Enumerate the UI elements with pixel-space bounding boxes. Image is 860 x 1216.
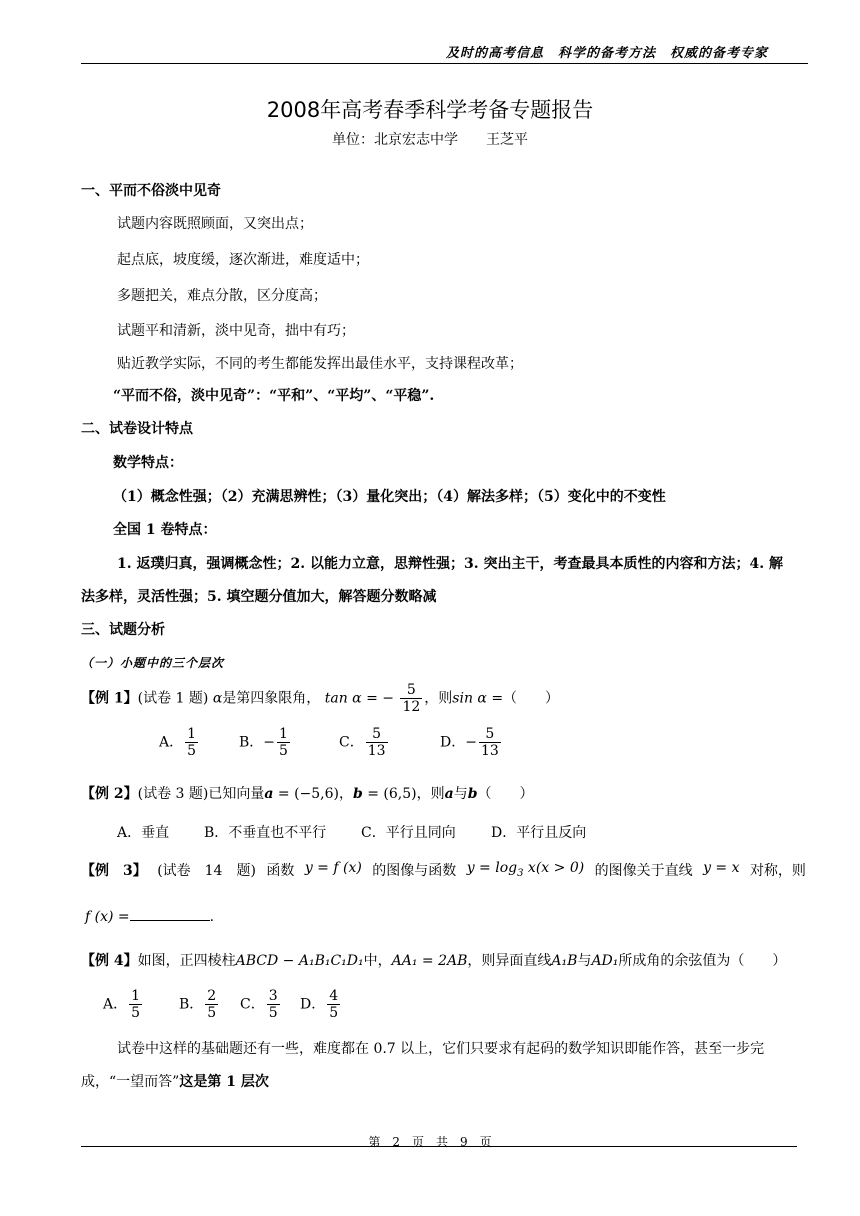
edge-equation: AA₁ = 2AB	[391, 953, 468, 969]
example-1-option-a: A． $\frac{1}{5}$	[159, 726, 197, 760]
line-ad1: AD₁	[591, 953, 619, 969]
example-4-text-3: ，则异面直线	[467, 953, 552, 969]
example-1-option-b: B．− $\frac{1}{5}$	[239, 726, 288, 760]
example-4-text-5: 所成角的余弦值为（ ）	[618, 953, 787, 969]
example-4-text-4: 与	[577, 953, 592, 969]
example-3-text-1: 函数	[266, 863, 295, 879]
example-4-option-c: C． $\frac{3}{5}$	[240, 988, 278, 1022]
example-1-text: 是第四象限角，	[222, 690, 321, 707]
example-1-sin: sin α =	[452, 690, 504, 707]
section1-line-2: 起点底，坡度缓，逐次渐进，难度适中；	[117, 252, 369, 268]
example-4-option-d: D． $\frac{4}{5}$	[300, 988, 339, 1022]
section1-line-1: 试题内容既照顾面，又突出点；	[117, 216, 313, 232]
example-1-option-c: C． $\frac{5}{13}$	[339, 726, 386, 760]
example-3-tag: 【例 3】	[81, 863, 147, 879]
closing-line-1: 试卷中这样的基础题还有一些，难度都在 0.7 以上，它们只要求有起码的数学知识即能作答，甚至一步完	[117, 1041, 765, 1057]
subsection-heading: （一）小题中的三个层次	[81, 656, 225, 670]
example-3-text-2: 的图像与函数	[372, 863, 457, 879]
prism: ABCD − A₁B₁C₁D₁	[235, 953, 364, 969]
function-log: $y = \log_3 x(x > 0)$	[466, 860, 585, 879]
example-2-paren: （ ）	[477, 786, 534, 802]
example-2	[81, 783, 534, 803]
example-2-text: 已知向量	[208, 786, 265, 802]
example-2-and: 与	[453, 786, 468, 802]
example-1-fraction: $\frac{5}{12}$	[402, 682, 421, 716]
example-1-tag: 【例 1】	[81, 690, 138, 707]
national-features-label: 全国 1 卷特点：	[113, 522, 217, 538]
example-2-option-c: C．平行且同向	[361, 825, 456, 841]
example-2-option-b: B．不垂直也不平行	[204, 825, 327, 841]
example-3	[81, 860, 806, 880]
example-3-answer: f (x) = .	[85, 906, 214, 925]
answer-lhs: f (x) =	[85, 909, 130, 925]
section1-line-3: 多题把关，难点分散，区分度高；	[117, 288, 327, 304]
vector-a: a	[264, 786, 274, 802]
example-3-text-4: 对称，则	[749, 863, 806, 879]
vector-b-value: = (6,5)，则	[362, 786, 445, 802]
example-1-source: (试卷 1 题)	[137, 690, 209, 707]
vector-b: b	[353, 786, 363, 802]
line-a1b: A₁B	[551, 953, 578, 969]
section1-line-4: 试题平和清新，淡中见奇，拙中有巧；	[117, 323, 355, 339]
example-1-paren: （ ）	[503, 690, 560, 707]
section2-heading: 二、试卷设计特点	[81, 421, 193, 437]
math-features-points: （1）概念性强；（2）充满思辨性；（3）量化突出；（4）解法多样；（5）变化中的不变性	[113, 489, 666, 505]
example-3-text-3: 的图像关于直线	[594, 863, 693, 879]
example-1-then: ，则	[424, 690, 453, 707]
national-features-line-2: 法多样，灵活性强；5. 填空题分值加大，解答题分数略减	[81, 589, 437, 605]
section1-line-5: 贴近教学实际，不同的考生都能发挥出最佳水平，支持课程改革；	[117, 356, 523, 372]
example-2-tag: 【例 2】	[81, 786, 138, 802]
page-number: 第 2 页 共 9 页	[368, 1135, 492, 1149]
header-rule	[81, 63, 808, 64]
example-2-option-a: A．垂直	[117, 825, 170, 841]
example-1-alpha: α	[212, 690, 223, 707]
section3-heading: 三、试题分析	[81, 622, 165, 638]
example-3-source: (试卷 14 题)	[157, 863, 256, 879]
example-4-text-1: 如图，正四棱柱	[137, 953, 236, 969]
math-features-label: 数学特点：	[113, 455, 183, 471]
example-4-text-2: 中，	[363, 953, 392, 969]
example-1-option-d: D．− $\frac{5}{13}$	[440, 726, 499, 760]
example-2-option-d: D．平行且反向	[491, 825, 587, 841]
example-2-source: (试卷 3 题)	[137, 786, 209, 802]
line-y-eq-x: y = x	[703, 860, 740, 876]
example-4-tag: 【例 4】	[81, 953, 138, 969]
section1-heading: 一、平而不俗淡中见奇	[81, 183, 221, 199]
example-4-option-b: B． $\frac{2}{5}$	[179, 988, 217, 1022]
national-features-line-1: 1. 返璞归真，强调概念性；2. 以能力立意，思辩性强；3. 突出主干，考查最具本质性的内容和方法；4. 解	[117, 556, 783, 572]
example-4-option-a: A． $\frac{1}{5}$	[103, 988, 141, 1022]
section1-summary: “平而不俗，淡中见奇”：“平和”、“平均”、“平稳”.	[113, 388, 435, 404]
level-1-note: 这是第 1 层次	[179, 1074, 269, 1090]
answer-blank[interactable]	[130, 906, 210, 921]
example-1	[81, 682, 559, 715]
page-title: 2008年高考春季科学考备专题报告	[266, 98, 594, 122]
vector-a-ref: a	[444, 786, 454, 802]
function-f: y = f (x)	[304, 860, 362, 876]
vector-a-value: = (−5,6)，	[273, 786, 353, 802]
author-line: 单位：北京宏志中学 王芝平	[332, 132, 528, 148]
example-4	[81, 950, 786, 970]
vector-b-ref: b	[467, 786, 478, 802]
closing-line-2: 成，“一望而答”这是第 1 层次	[81, 1074, 269, 1090]
header-tagline: 及时的高考信息 科学的备考方法 权威的备考专家	[445, 46, 768, 61]
example-1-tan: tan α = −	[324, 690, 394, 707]
